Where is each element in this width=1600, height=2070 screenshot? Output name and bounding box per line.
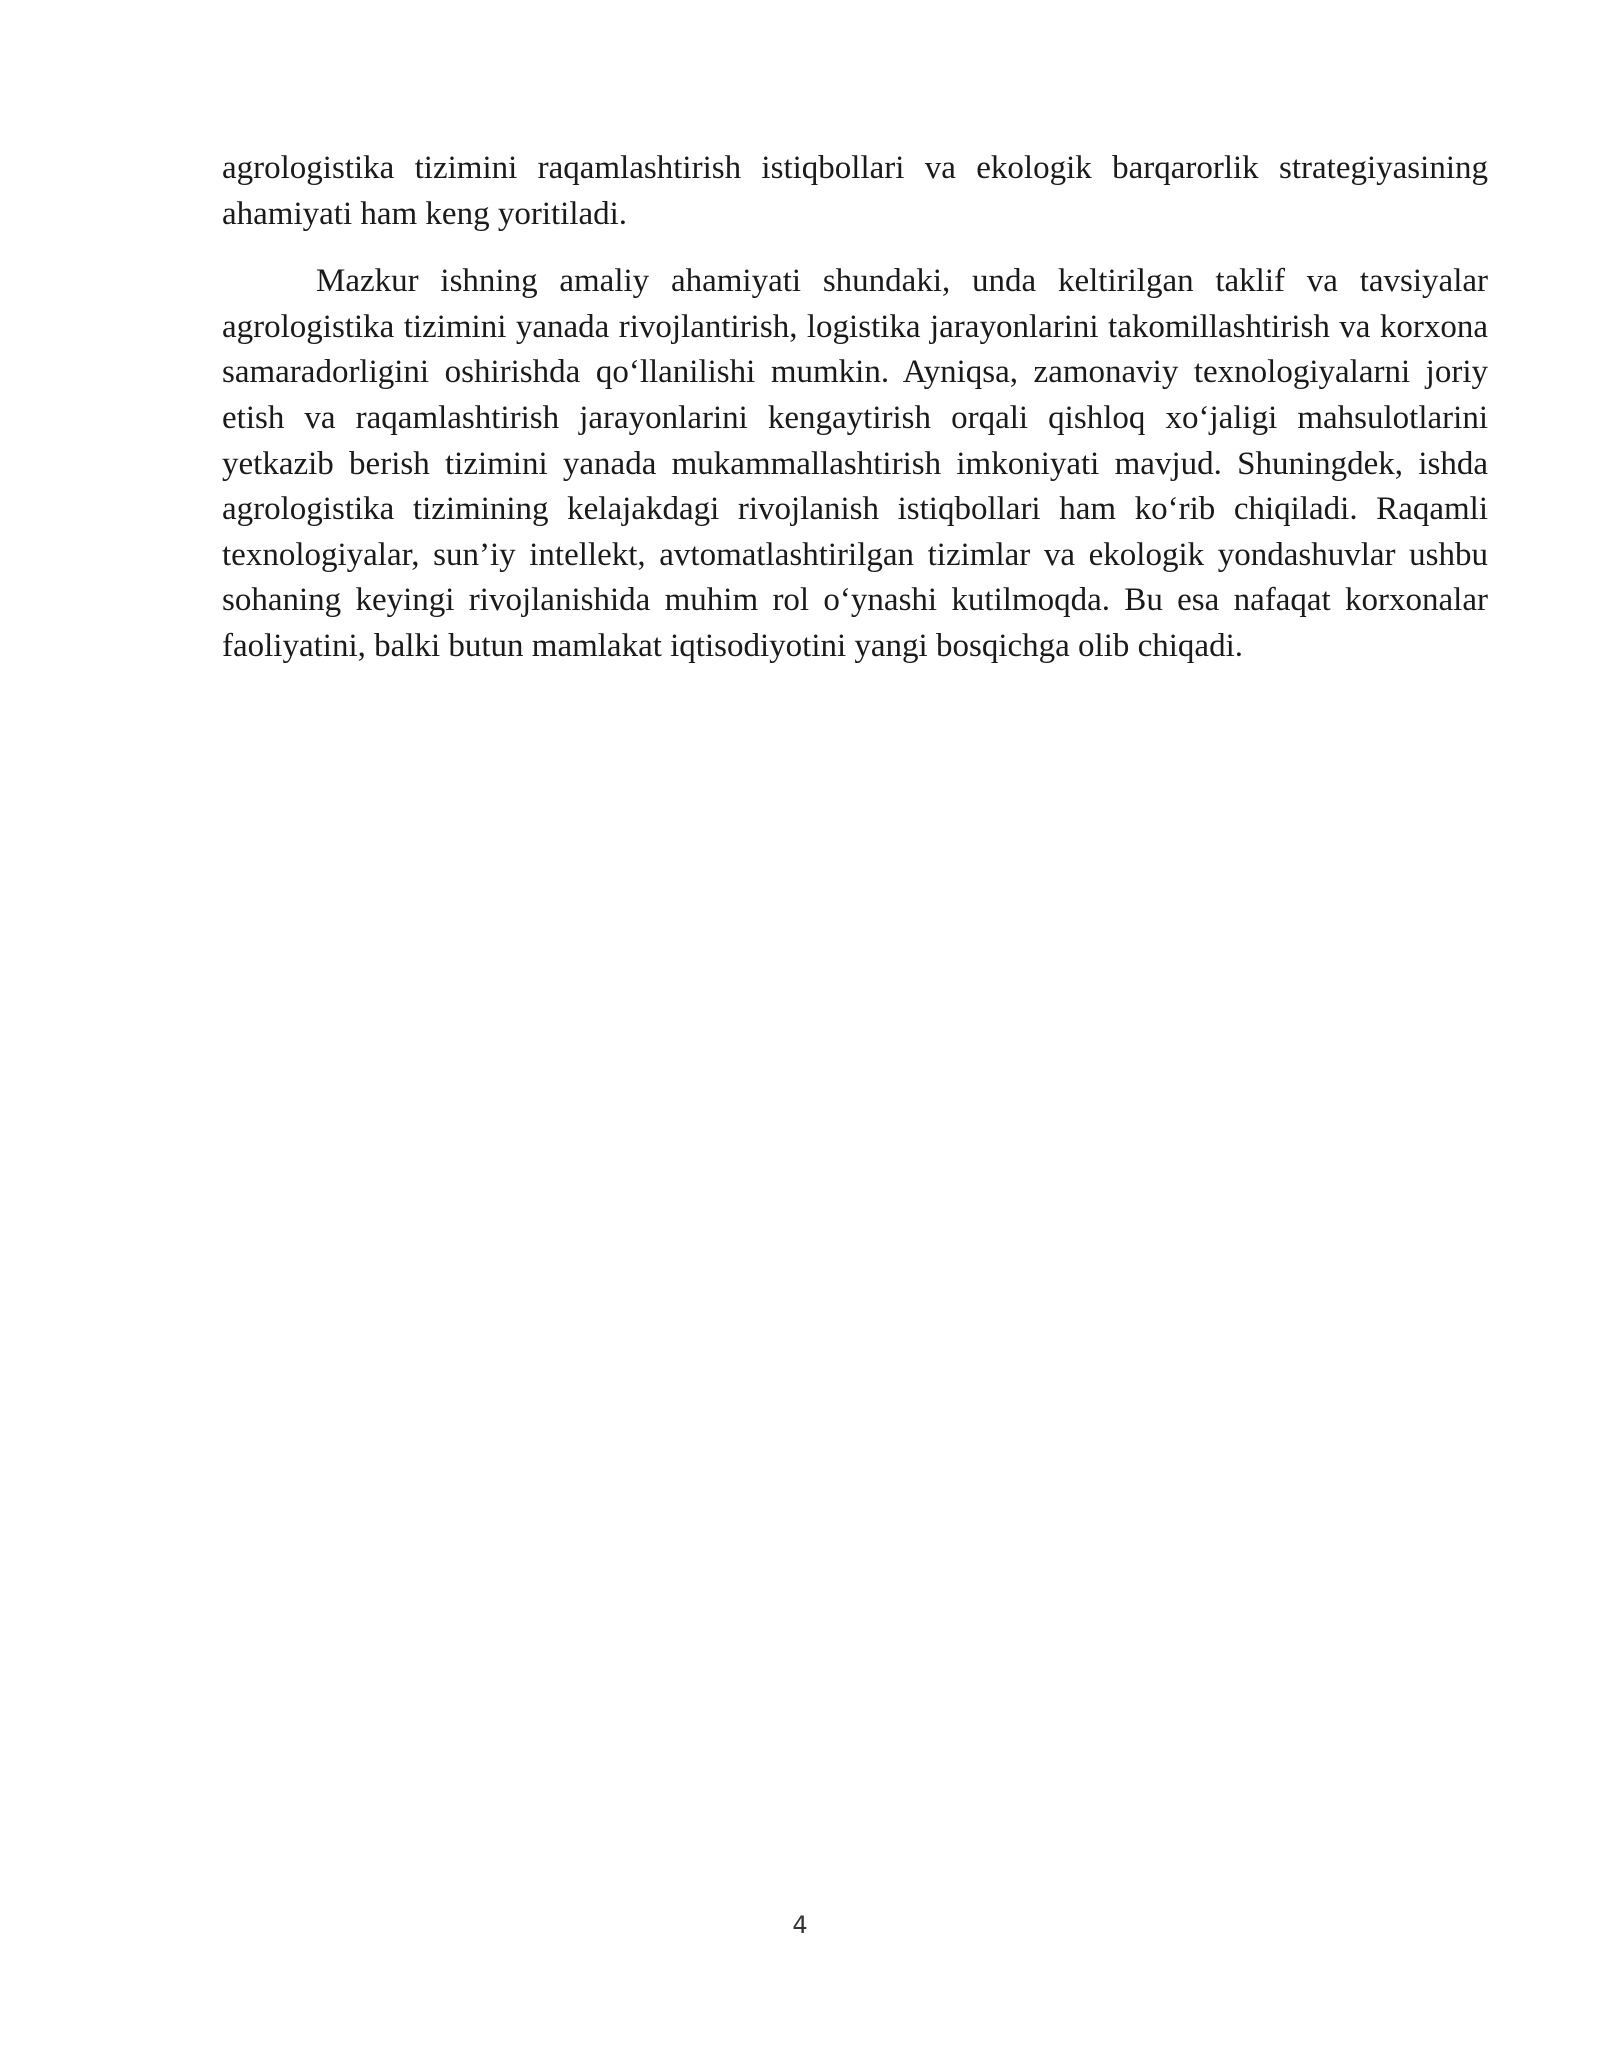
body-text: [222, 146, 1488, 670]
paragraph-continuation: agrologistika tizimini raqamlashtirish istiqbollari va ekologik barqarorlik strategiyasining ahamiyati ham keng yoritiladi.: [222, 150, 1488, 232]
paragraph-practical-significance: Mazkur ishning amaliy ahamiyati shundaki, unda keltirilgan taklif va tavsiyalar agrologistika tizimini yanada rivojlantirish, logistika jarayonlarini takomillashtirish va korxona samaradorligini oshirishda qo‘llanilishi mumkin. Ayniqsa, zamonaviy texnologiyalarni joriy etish va raqamlashtirish jarayonlarini kengaytirish orqali qishloq xo‘jaligi mahsulotlarini yetkazib berish tizimini yanada mukammallashtirish imkoniyati mavjud. Shuningdek, ishda agrologistika tizimining kelajakdagi rivojlanish istiqbollari ham ko‘rib chiqiladi. Raqamli texnologiyalar, sun’iy intellekt, avtomatlashtirilgan tizimlar va ekologik yondashuvlar ushbu sohaning keyingi rivojlanishida muhim rol o‘ynashi kutilmoqda. Bu esa nafaqat korxonalar faoliyatini, balki butun mamlakat iqtisodiyotini yangi bosqichga olib chiqadi.: [222, 263, 1488, 664]
page-number: 4: [792, 1911, 808, 1939]
